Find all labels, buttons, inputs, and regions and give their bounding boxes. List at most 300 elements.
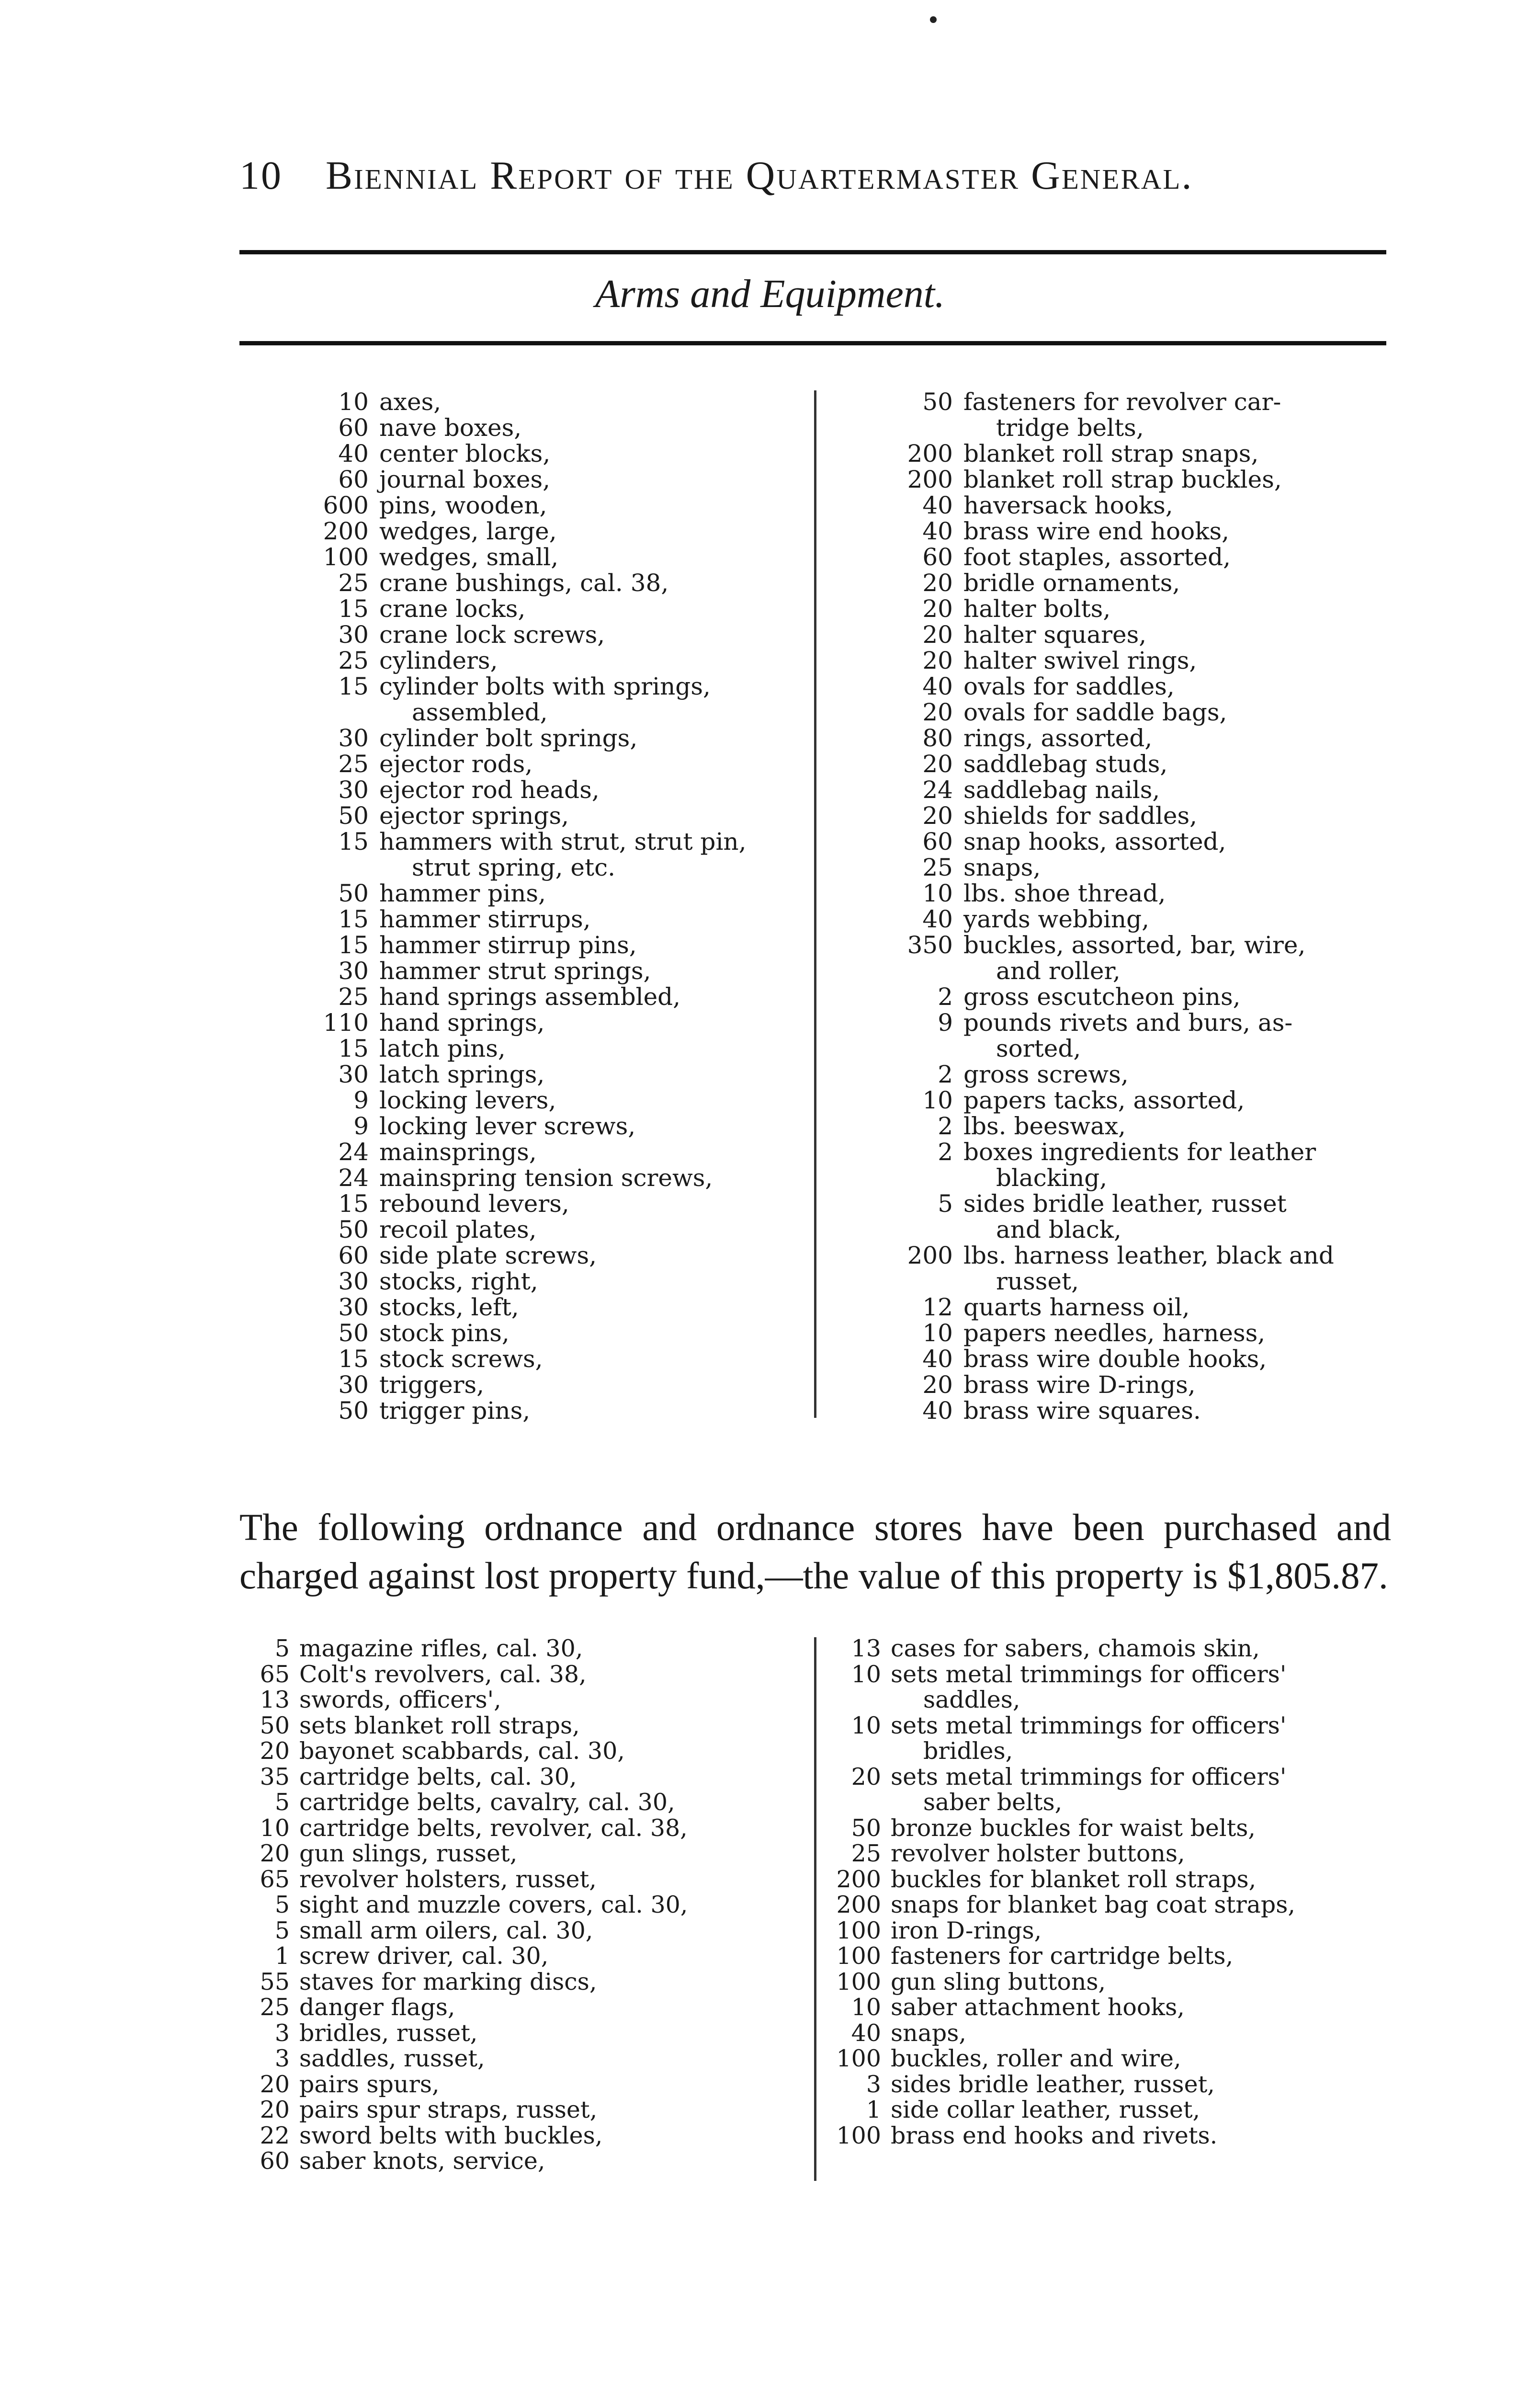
description-line: hammer stirrup pins, [379, 931, 637, 959]
description-line: snap hooks, assorted, [963, 828, 1226, 855]
item-description [963, 855, 1408, 880]
list-item [297, 1217, 814, 1243]
description-line: hand springs, [379, 1009, 545, 1037]
list-item [297, 1139, 814, 1165]
item-description [379, 492, 814, 518]
item-description [379, 1268, 814, 1294]
item-description [891, 1943, 1396, 1969]
description-line: pounds rivets and burs, as- [963, 1009, 1293, 1037]
description-line: bridle ornaments, [963, 569, 1180, 597]
list-item [881, 492, 1408, 518]
item-description [379, 803, 814, 829]
item-quantity: 200 [836, 1865, 881, 1893]
description-line: sword belts with buckles, [299, 2121, 603, 2149]
arms-list-left [297, 389, 814, 1424]
description-continuation: and roller, [996, 957, 1121, 985]
page-number: 10 [239, 153, 283, 198]
list-item [831, 1713, 1396, 1764]
item-description [379, 1398, 814, 1424]
item-quantity: 40 [922, 491, 953, 519]
item-description [299, 1995, 814, 2020]
description-line: ovals for saddles, [963, 673, 1175, 700]
item-description [891, 1841, 1396, 1867]
list-item [297, 467, 814, 492]
description-line: saddlebag nails, [963, 776, 1160, 804]
item-quantity: 10 [922, 879, 953, 907]
description-line: sides bridle leather, russet, [891, 2070, 1215, 2098]
description-line: halter bolts, [963, 595, 1111, 623]
item-quantity: 40 [922, 905, 953, 933]
item-quantity: 20 [851, 1763, 881, 1791]
item-description [299, 1867, 814, 1893]
item-description [299, 1969, 814, 1995]
list-item [239, 2020, 814, 2046]
item-quantity: 100 [836, 2045, 881, 2072]
item-description [379, 1165, 814, 1191]
list-item [881, 1372, 1408, 1398]
description-line: sets blanket roll straps, [299, 1711, 580, 1739]
description-line: latch pins, [379, 1035, 506, 1062]
item-quantity: 25 [338, 647, 369, 674]
list-item [831, 1764, 1396, 1815]
list-item [831, 1636, 1396, 1662]
list-item [239, 1738, 814, 1764]
list-item [297, 570, 814, 596]
item-quantity: 60 [338, 1242, 369, 1269]
item-description [891, 1918, 1396, 1944]
list-item [297, 829, 814, 880]
item-quantity: 65 [260, 1865, 290, 1893]
item-description [299, 1687, 814, 1713]
item-description [379, 1372, 814, 1398]
list-item [881, 1346, 1408, 1372]
list-item [297, 1346, 814, 1372]
description-line: sets metal trimmings for officers' [891, 1763, 1287, 1791]
list-item [881, 880, 1408, 906]
item-description [299, 1738, 814, 1764]
item-description [379, 1217, 814, 1243]
item-description [891, 1662, 1396, 1713]
item-quantity: 200 [907, 440, 953, 468]
description-line: cylinder bolt springs, [379, 724, 638, 752]
list-item [297, 622, 814, 648]
item-description [963, 544, 1408, 570]
item-description [379, 829, 814, 880]
item-description [963, 1191, 1408, 1243]
description-line: stock pins, [379, 1319, 510, 1347]
item-quantity: 12 [922, 1293, 953, 1321]
list-item [239, 1841, 814, 1867]
item-quantity: 24 [922, 776, 953, 804]
list-item [297, 673, 814, 725]
description-line: fasteners for cartridge belts, [891, 1942, 1234, 1970]
description-line: swords, officers', [299, 1686, 501, 1713]
list-item [881, 1294, 1408, 1320]
list-item [881, 699, 1408, 725]
item-description [891, 2020, 1396, 2046]
list-item [297, 1268, 814, 1294]
description-line: locking levers, [379, 1086, 556, 1114]
item-description [963, 648, 1408, 673]
description-line: trigger pins, [379, 1397, 531, 1425]
description-line: ejector rod heads, [379, 776, 600, 804]
item-description [379, 596, 814, 622]
description-line: crane locks, [379, 595, 526, 623]
list-item [831, 1995, 1396, 2020]
item-quantity: 100 [836, 2121, 881, 2149]
item-quantity: 40 [338, 440, 369, 468]
item-description [299, 2148, 814, 2174]
description-line: buckles for blanket roll straps, [891, 1865, 1257, 1893]
item-quantity: 5 [274, 1891, 290, 1918]
item-description [963, 932, 1408, 984]
list-item [297, 389, 814, 415]
item-quantity: 3 [866, 2070, 881, 2098]
item-description [299, 2072, 814, 2098]
list-item [881, 389, 1408, 441]
item-description [891, 1892, 1396, 1918]
item-description [299, 1815, 814, 1841]
list-item [297, 906, 814, 932]
description-line: bridles, russet, [299, 2019, 478, 2047]
list-item [297, 492, 814, 518]
item-quantity: 200 [907, 1242, 953, 1269]
item-quantity: 30 [338, 1371, 369, 1399]
list-item [239, 1713, 814, 1739]
item-quantity: 24 [338, 1138, 369, 1166]
item-quantity: 30 [338, 776, 369, 804]
item-quantity: 30 [338, 1293, 369, 1321]
ordnance-list-right [831, 1636, 1396, 2148]
item-quantity: 10 [851, 1994, 881, 2021]
list-item [831, 2097, 1396, 2123]
item-description [963, 1010, 1408, 1061]
item-description [963, 829, 1408, 855]
item-description [963, 1087, 1408, 1113]
item-description [963, 725, 1408, 751]
list-item [297, 1243, 814, 1268]
description-line: quarts harness oil, [963, 1293, 1190, 1321]
description-continuation: bridles, [923, 1737, 1013, 1765]
list-item [297, 725, 814, 751]
item-quantity: 65 [260, 1660, 290, 1688]
item-quantity: 20 [260, 2096, 290, 2123]
description-line: center blocks, [379, 440, 551, 468]
list-item [881, 1320, 1408, 1346]
description-line: hammer stirrups, [379, 905, 591, 933]
item-description [963, 596, 1408, 622]
item-description [963, 1294, 1408, 1320]
list-item [297, 1061, 814, 1087]
list-item [881, 544, 1408, 570]
description-line: saber knots, service, [299, 2147, 545, 2175]
description-line: gross screws, [963, 1061, 1129, 1088]
description-line: ejector springs, [379, 802, 569, 830]
description-line: pairs spurs, [299, 2070, 440, 2098]
description-continuation: saber belts, [923, 1789, 1063, 1816]
description-line: wedges, large, [379, 517, 557, 545]
list-item [239, 2097, 814, 2123]
list-item [881, 1010, 1408, 1061]
list-item [297, 1398, 814, 1424]
description-line: brass wire squares. [963, 1397, 1201, 1425]
list-item [831, 2020, 1396, 2046]
item-quantity: 20 [922, 647, 953, 674]
description-line: bronze buckles for waist belts, [891, 1814, 1256, 1842]
item-description [379, 1320, 814, 1346]
item-description [963, 1113, 1408, 1139]
description-line: haversack hooks, [963, 491, 1173, 519]
description-line: axes, [379, 388, 442, 416]
description-line: brass wire end hooks, [963, 517, 1230, 545]
item-description [379, 984, 814, 1010]
item-quantity: 2 [938, 983, 953, 1011]
list-item [297, 518, 814, 544]
list-item [239, 2072, 814, 2098]
item-quantity: 15 [338, 931, 369, 959]
list-item [239, 1815, 814, 1841]
list-item [831, 1943, 1396, 1969]
description-line: revolver holster buttons, [891, 1840, 1185, 1867]
item-quantity: 60 [338, 466, 369, 493]
item-quantity: 15 [338, 1345, 369, 1373]
list-item [881, 441, 1408, 467]
item-description [299, 2046, 814, 2072]
item-description [299, 1764, 814, 1790]
item-description [379, 1087, 814, 1113]
item-quantity: 30 [338, 957, 369, 985]
item-quantity: 60 [260, 2147, 290, 2175]
list-item [297, 1036, 814, 1061]
list-item [881, 829, 1408, 855]
list-item [239, 1687, 814, 1713]
item-description [963, 467, 1408, 492]
description-line: hammer pins, [379, 879, 546, 907]
list-item [239, 1636, 814, 1662]
list-item [831, 2123, 1396, 2149]
list-item [239, 1995, 814, 2020]
description-line: gross escutcheon pins, [963, 983, 1241, 1011]
item-description [891, 1815, 1396, 1841]
item-description [963, 880, 1408, 906]
description-line: ovals for saddle bags, [963, 698, 1227, 726]
item-quantity: 20 [260, 1840, 290, 1867]
list-item [881, 1191, 1408, 1243]
item-quantity: 10 [922, 1086, 953, 1114]
item-description [963, 673, 1408, 699]
list-item [239, 2123, 814, 2149]
description-line: mainsprings, [379, 1138, 537, 1166]
list-item [297, 1294, 814, 1320]
description-line: gun slings, russet, [299, 1840, 518, 1867]
description-continuation: saddles, [923, 1686, 1020, 1713]
item-quantity: 25 [851, 1840, 881, 1867]
description-line: pins, wooden, [379, 491, 547, 519]
description-line: saber attachment hooks, [891, 1994, 1185, 2021]
ink-dot [930, 16, 937, 23]
description-line: small arm oilers, cal. 30, [299, 1916, 593, 1944]
item-description [299, 1662, 814, 1688]
item-description [379, 1243, 814, 1268]
list-item [239, 1943, 814, 1969]
list-item [881, 1398, 1408, 1424]
description-line: lbs. harness leather, black and [963, 1242, 1334, 1269]
item-quantity: 1 [274, 1942, 290, 1970]
item-description [891, 1969, 1396, 1995]
purchase-statement: The following ordnance and ordnance stores have been purchased and charged against lost property fund,—the value of this property is $1,805.87. [239, 1507, 1391, 1597]
item-quantity: 5 [938, 1190, 953, 1218]
item-description [379, 906, 814, 932]
column-divider [814, 1637, 816, 2181]
list-item [297, 880, 814, 906]
list-item [881, 648, 1408, 673]
list-item [831, 1918, 1396, 1944]
list-item [881, 1113, 1408, 1139]
description-line: staves for marking discs, [299, 1968, 597, 1996]
item-quantity: 50 [338, 1216, 369, 1243]
list-item [881, 803, 1408, 829]
list-item [297, 1191, 814, 1217]
item-description [379, 777, 814, 803]
list-item [297, 1113, 814, 1139]
item-quantity: 25 [922, 854, 953, 881]
item-quantity: 100 [836, 1942, 881, 1970]
item-quantity: 50 [851, 1814, 881, 1842]
description-line: fasteners for revolver car- [963, 388, 1281, 416]
item-quantity: 20 [922, 802, 953, 830]
item-quantity: 50 [338, 1397, 369, 1425]
list-item [881, 1061, 1408, 1087]
item-quantity: 200 [907, 466, 953, 493]
item-quantity: 5 [274, 1635, 290, 1662]
item-description [299, 1943, 814, 1969]
description-line: crane lock screws, [379, 621, 605, 649]
description-line: papers needles, harness, [963, 1319, 1266, 1347]
item-description [891, 2046, 1396, 2072]
item-quantity: 25 [338, 569, 369, 597]
item-description [379, 622, 814, 648]
item-quantity: 10 [922, 1319, 953, 1347]
list-item [239, 1969, 814, 1995]
header-rule [239, 250, 1386, 254]
item-quantity: 25 [338, 750, 369, 778]
description-line: buckles, assorted, bar, wire, [963, 931, 1306, 959]
item-quantity: 15 [338, 595, 369, 623]
item-quantity: 15 [338, 1190, 369, 1218]
item-quantity: 200 [323, 517, 369, 545]
item-quantity: 100 [836, 1916, 881, 1944]
item-quantity: 15 [338, 1035, 369, 1062]
list-item [297, 1372, 814, 1398]
description-line: mainspring tension screws, [379, 1164, 713, 1192]
description-line: buckles, roller and wire, [891, 2045, 1181, 2072]
list-item [881, 751, 1408, 777]
item-description [963, 751, 1408, 777]
list-item [881, 518, 1408, 544]
item-quantity: 3 [274, 2045, 290, 2072]
item-quantity: 50 [338, 879, 369, 907]
item-description [963, 906, 1408, 932]
description-line: iron D-rings, [891, 1916, 1042, 1944]
item-description [379, 441, 814, 467]
item-description [963, 492, 1408, 518]
item-quantity: 13 [260, 1686, 290, 1713]
list-item [297, 803, 814, 829]
item-quantity: 20 [922, 698, 953, 726]
item-description [379, 932, 814, 958]
description-line: halter squares, [963, 621, 1147, 649]
item-quantity: 100 [836, 1968, 881, 1996]
item-description [963, 984, 1408, 1010]
list-item [239, 1790, 814, 1815]
page-header [239, 152, 1341, 210]
list-item [239, 1662, 814, 1688]
description-line: side collar leather, russet, [891, 2096, 1200, 2123]
item-quantity: 15 [338, 673, 369, 700]
item-description [891, 2072, 1396, 2098]
list-item [297, 751, 814, 777]
description-line: revolver holsters, russet, [299, 1865, 597, 1893]
description-line: stock screws, [379, 1345, 543, 1373]
item-description [963, 518, 1408, 544]
list-item [297, 1087, 814, 1113]
item-quantity: 55 [260, 1968, 290, 1996]
item-quantity: 60 [922, 543, 953, 571]
description-line: recoil plates, [379, 1216, 537, 1243]
description-line: crane bushings, cal. 38, [379, 569, 669, 597]
description-line: sets metal trimmings for officers' [891, 1711, 1287, 1739]
item-description [379, 389, 814, 415]
description-line: pairs spur straps, russet, [299, 2096, 598, 2123]
description-line: cylinder bolts with springs, [379, 673, 711, 700]
description-line: blanket roll strap buckles, [963, 466, 1282, 493]
description-line: snaps, [963, 854, 1041, 881]
item-description [891, 1636, 1396, 1662]
description-line: lbs. shoe thread, [963, 879, 1166, 907]
running-title: Biennial Report of the Quartermaster General. [326, 153, 1193, 198]
list-item [297, 596, 814, 622]
item-description [891, 1764, 1396, 1815]
item-description [891, 2097, 1396, 2123]
list-item [831, 2072, 1396, 2098]
list-item [881, 855, 1408, 880]
list-item [881, 725, 1408, 751]
description-line: papers tacks, assorted, [963, 1086, 1245, 1114]
item-quantity: 40 [922, 1397, 953, 1425]
list-item [881, 777, 1408, 803]
item-quantity: 10 [851, 1711, 881, 1739]
item-quantity: 10 [851, 1660, 881, 1688]
item-quantity: 2 [938, 1061, 953, 1088]
item-description [379, 880, 814, 906]
item-description [299, 1892, 814, 1918]
description-line: hammer strut springs, [379, 957, 651, 985]
item-description [379, 415, 814, 441]
description-line: triggers, [379, 1371, 485, 1399]
description-continuation: sorted, [996, 1035, 1081, 1062]
item-quantity: 3 [274, 2019, 290, 2047]
item-description [891, 1995, 1396, 2020]
item-description [891, 1713, 1396, 1764]
item-quantity: 15 [338, 905, 369, 933]
item-description [379, 544, 814, 570]
description-line: snaps for blanket bag coat straps, [891, 1891, 1295, 1918]
item-description [299, 1713, 814, 1739]
description-line: stocks, right, [379, 1267, 538, 1295]
item-description [379, 467, 814, 492]
list-item [831, 2046, 1396, 2072]
item-quantity: 1 [866, 2096, 881, 2123]
